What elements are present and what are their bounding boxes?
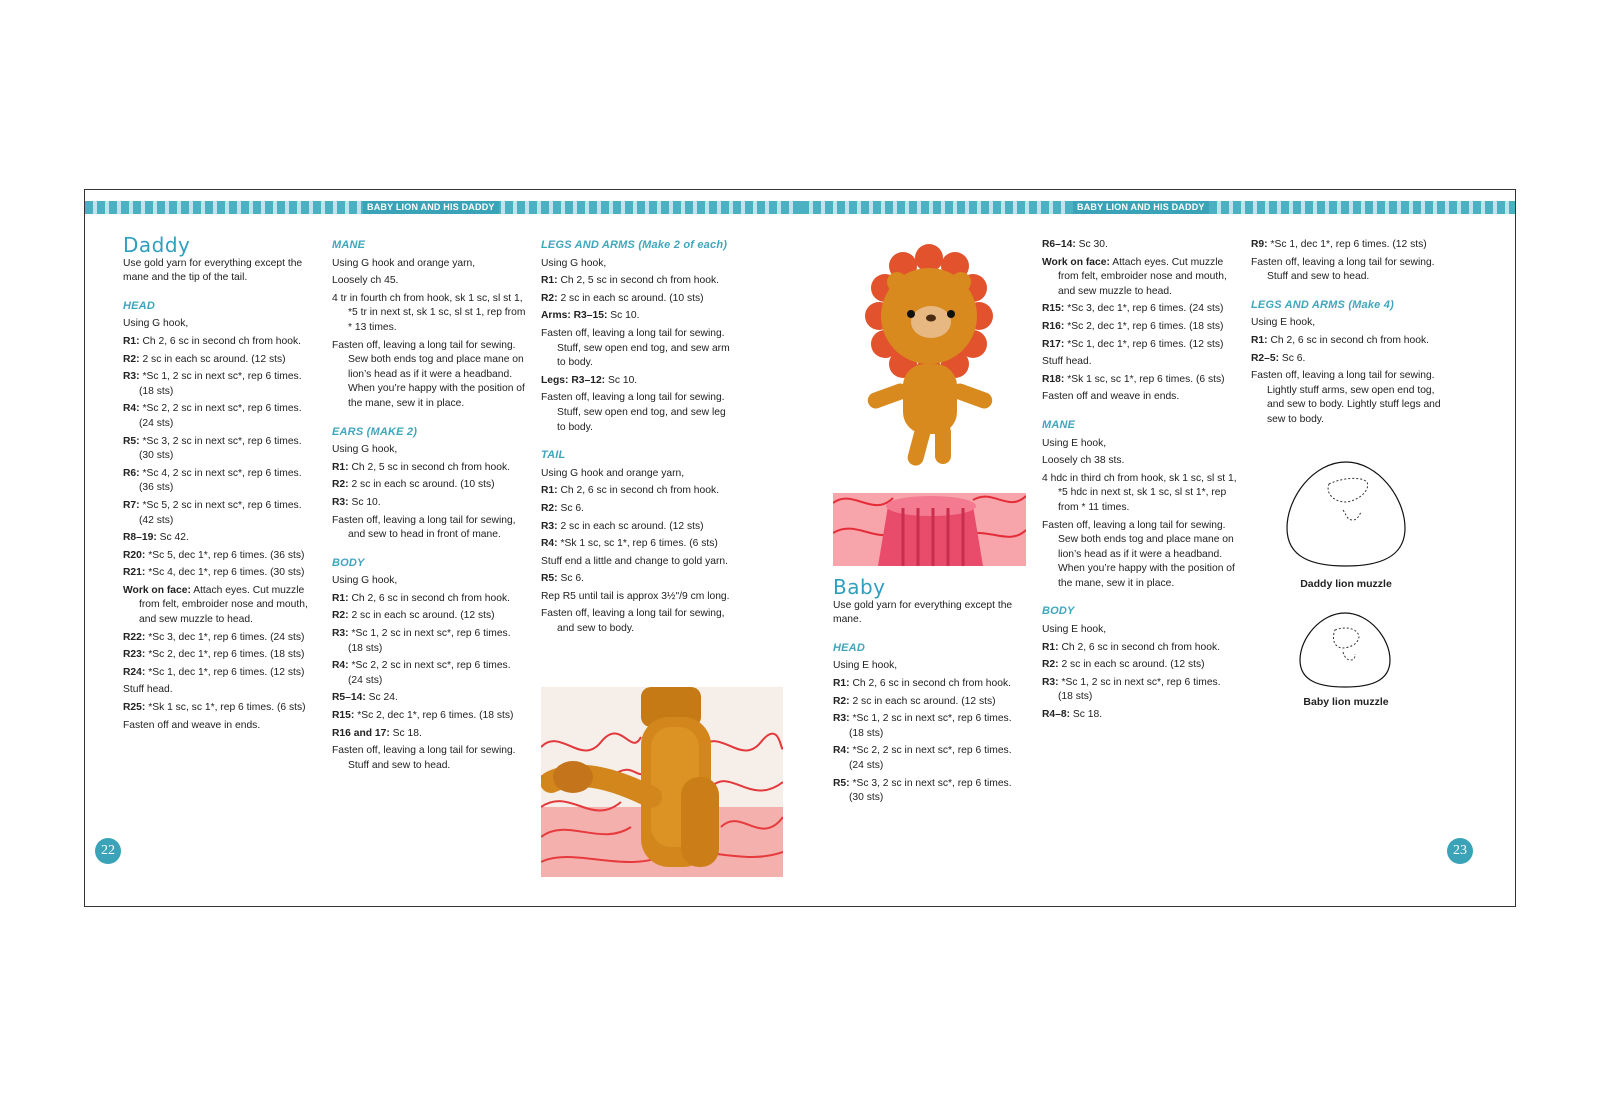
instruction-line — [541, 537, 737, 552]
instruction-line — [332, 478, 527, 493]
instruction-line — [1251, 334, 1451, 349]
book-spread — [84, 189, 1516, 907]
row-text: *Sc 2, 2 sc in next sc*, rep 6 times. (24 sts) — [348, 660, 511, 686]
running-header-left: BABY LION AND HIS DADDY — [363, 201, 499, 214]
baby-body-list-b — [1251, 238, 1451, 285]
instruction-line — [123, 549, 315, 564]
row-label: R3: — [541, 520, 558, 532]
row-label: R25: — [123, 702, 146, 714]
row-text: *Sc 3, 2 sc in next sc*, rep 6 times. (30 sts) — [139, 435, 302, 462]
row-text: 4 tr in fourth ch from hook, sk 1 sc, sl st 1, *5 tr in next st, sk 1 sc, sl st 1, rep from * 13 times. — [332, 292, 526, 333]
row-text: Sc 42. — [156, 532, 189, 544]
row-text: *Sc 2, dec 1*, rep 6 times. (18 sts) — [1064, 320, 1224, 332]
heading-baby-head: HEAD — [833, 641, 865, 654]
instruction-line — [1251, 256, 1451, 285]
row-text: Using E hook, — [1042, 624, 1107, 636]
row-text: *Sc 4, dec 1*, rep 6 times. (30 sts) — [145, 567, 305, 579]
row-text: *Sc 1, 2 sc in next sc*, rep 6 times. (18 sts) — [1058, 676, 1221, 703]
row-text: Sc 24. — [365, 692, 398, 704]
instruction-line — [332, 727, 527, 742]
row-text: Fasten off and weave in ends. — [1042, 391, 1180, 403]
instruction-line — [833, 677, 1028, 692]
row-label: R2: — [541, 502, 558, 514]
row-text: Fasten off, leaving a long tail for sewing. Stuff, sew open end tog, and sew leg to body. — [541, 392, 726, 433]
daddy-body-list — [332, 574, 527, 773]
heading-baby-mane: MANE — [1042, 418, 1076, 431]
row-text: Fasten off, leaving a long tail for sewing. Stuff and sew to head. — [1251, 256, 1435, 283]
row-text: Ch 2, 6 sc in second ch from hook. — [849, 677, 1011, 689]
instruction-line — [332, 574, 527, 589]
instruction-line — [123, 317, 315, 332]
column-baby-head — [833, 575, 1028, 809]
row-label: Work on face: — [123, 584, 191, 596]
row-label: R1: — [1251, 334, 1268, 346]
row-text: *Sc 3, 2 sc in next sc*, rep 6 times. (30 sts) — [849, 777, 1012, 804]
daddy-ears-list — [332, 443, 527, 543]
instruction-line — [332, 257, 527, 272]
daddy-mane-list — [332, 257, 527, 412]
row-text: 2 sc in each sc around. (10 sts) — [557, 292, 704, 304]
row-text: Ch 2, 6 sc in second ch from hook. — [1058, 641, 1220, 653]
row-text: Ch 2, 5 sc in second ch from hook. — [557, 275, 719, 287]
row-text: *Sc 2, 2 sc in next sc*, rep 6 times. (24 sts) — [139, 403, 302, 429]
row-text: Ch 2, 6 sc in second ch from hook. — [557, 485, 719, 497]
row-label: R2: — [332, 479, 349, 491]
row-label: R2: — [1042, 659, 1059, 671]
row-text: Using G hook, — [332, 575, 398, 587]
row-label: R1: — [332, 461, 349, 473]
row-text: 2 sc in each sc around. (10 sts) — [348, 479, 495, 491]
row-text: 2 sc in each sc around. (12 sts) — [348, 610, 495, 622]
instruction-line — [123, 370, 315, 399]
heading-daddy-ears: EARS (MAKE 2) — [332, 425, 418, 438]
baby-head-list-a — [833, 659, 1028, 805]
instruction-line — [123, 402, 315, 431]
instruction-line — [1042, 338, 1237, 353]
row-label: R5: — [123, 435, 140, 447]
heading-baby-legs: LEGS AND ARMS (Make 4) — [1251, 298, 1394, 311]
row-text: *Sc 1, 2 sc in next sc*, rep 6 times. (18 sts) — [348, 628, 511, 654]
instruction-line — [1042, 658, 1237, 673]
row-label: R6–14: — [1042, 239, 1076, 250]
baby-lion-illustration — [833, 238, 1026, 566]
row-text: *Sc 1, 2 sc in next sc*, rep 6 times. (18 sts) — [139, 371, 302, 397]
row-text: Stuff head. — [1042, 356, 1092, 368]
row-text: Using G hook, — [541, 257, 607, 269]
row-text: *Sc 3, dec 1*, rep 6 times. (24 sts) — [145, 631, 305, 643]
row-label: R7: — [123, 499, 140, 511]
instruction-line — [123, 584, 315, 628]
row-text: *Sc 2, dec 1*, rep 6 times. (18 sts) — [145, 649, 305, 661]
instruction-line — [1042, 256, 1237, 300]
row-text: *Sc 2, 2 sc in next sc*, rep 6 times. (24 sts) — [849, 745, 1012, 771]
instruction-line — [123, 467, 315, 496]
instruction-line — [1042, 373, 1237, 388]
baby-intro: Use gold yarn for everything except the mane. — [833, 599, 1013, 626]
row-text: Fasten off, leaving a long tail for sewing, and sew to head in front of mane. — [332, 514, 516, 541]
column-daddy-legs — [541, 238, 737, 640]
row-label: R2: — [833, 695, 850, 707]
instruction-line — [541, 572, 737, 587]
row-text: *Sc 5, dec 1*, rep 6 times. (36 sts) — [145, 549, 305, 561]
instruction-line — [541, 467, 737, 482]
row-label: R3: — [1042, 676, 1059, 688]
instruction-line — [332, 274, 527, 289]
row-label: R1: — [833, 677, 850, 689]
row-text: Using G hook, — [332, 444, 398, 456]
instruction-line — [123, 631, 315, 646]
row-text: 4 hdc in third ch from hook, sk 1 sc, sl st 1, *5 hdc in next st, sk 1 sc, sl st 1*, rep from * 11 times. — [1042, 472, 1237, 513]
instruction-line — [123, 335, 315, 350]
row-label: Legs: R3–12: — [541, 374, 606, 386]
row-label: R4: — [123, 403, 140, 415]
row-text: *Sc 3, dec 1*, rep 6 times. (24 sts) — [1064, 303, 1224, 315]
instruction-line — [123, 531, 315, 546]
instruction-line — [332, 691, 527, 706]
row-text: *Sc 4, 2 sc in next sc*, rep 6 times. (36 sts) — [139, 467, 302, 494]
instruction-line — [833, 659, 1028, 674]
row-text: 2 sc in each sc around. (12 sts) — [557, 520, 704, 532]
instruction-line — [833, 712, 1028, 741]
row-text: Stuff head. — [123, 684, 173, 696]
instruction-line — [541, 607, 737, 636]
row-label: R16: — [1042, 320, 1065, 332]
instruction-line — [1042, 437, 1237, 452]
daddy-muzzle-caption: Daddy lion muzzle — [1300, 578, 1392, 590]
row-text: Using G hook and orange yarn, — [332, 257, 476, 269]
instruction-line — [332, 709, 527, 724]
heading-daddy-head: HEAD — [123, 299, 155, 312]
row-label: R4–8: — [1042, 709, 1071, 721]
row-text: Ch 2, 6 sc in second ch from hook. — [348, 592, 510, 604]
row-text: *Sc 2, dec 1*, rep 6 times. (18 sts) — [354, 710, 514, 722]
row-label: R24: — [123, 666, 146, 678]
section-title-baby: Baby — [833, 575, 886, 599]
row-label: R1: — [541, 275, 558, 287]
row-label: R8–19: — [123, 532, 157, 544]
baby-mane-list — [1042, 437, 1237, 592]
instruction-line — [541, 309, 737, 324]
row-text: Fasten off, leaving a long tail for sewing. Lightly stuff arms, sew open end tog, and sew to body. Lightly stuff legs and sew to body. — [1251, 370, 1441, 425]
row-label: R18: — [1042, 373, 1065, 385]
baby-legs-list — [1251, 316, 1451, 427]
row-text: Rep R5 until tail is approx 3½"/9 cm long. — [541, 590, 730, 602]
column-baby-head-cont — [1042, 238, 1237, 726]
instruction-line — [123, 499, 315, 528]
column-daddy-head — [123, 233, 315, 736]
row-text: Sc 10. — [605, 374, 638, 386]
row-label: R1: — [1042, 641, 1059, 653]
instruction-line — [1042, 390, 1237, 405]
instruction-line — [332, 292, 527, 336]
row-text: Stuff end a little and change to gold yarn. — [541, 555, 729, 567]
heading-daddy-body: BODY — [332, 556, 365, 569]
instruction-line — [123, 666, 315, 681]
row-text: Ch 2, 6 sc in second ch from hook. — [1267, 334, 1429, 346]
row-label: R3: — [332, 628, 349, 640]
row-label: R20: — [123, 549, 146, 561]
row-text: Fasten off, leaving a long tail for sewing. Sew both ends tog and place mane on lion’s head as if it were a headband. When you’re happy with the position of the mane, sew it in place. — [1042, 519, 1235, 589]
row-text: Using E hook, — [1251, 317, 1316, 329]
daddy-legs-list — [541, 257, 737, 436]
row-label: R2: — [123, 353, 140, 365]
instruction-line — [1042, 302, 1237, 317]
row-label: R5: — [541, 573, 558, 585]
row-text: Ch 2, 6 sc in second ch from hook. — [139, 335, 301, 347]
row-text: Using G hook, — [123, 318, 189, 330]
instruction-line — [332, 461, 527, 476]
instruction-line — [541, 502, 737, 517]
row-label: R4: — [541, 538, 558, 550]
row-text: Using E hook, — [1042, 437, 1107, 449]
row-text: *Sk 1 sc, sc 1*, rep 6 times. (6 sts) — [1064, 373, 1225, 385]
instruction-line — [332, 514, 527, 543]
page-number-right: 23 — [1447, 838, 1473, 864]
instruction-line — [123, 648, 315, 663]
instruction-line — [833, 777, 1028, 806]
row-text: Ch 2, 5 sc in second ch from hook. — [348, 461, 510, 473]
row-label: R16 and 17: — [332, 727, 390, 739]
row-text: Attach eyes. Cut muzzle from felt, embroider nose and mouth, and sew muzzle to head. — [139, 584, 308, 626]
daddy-tail-list — [541, 467, 737, 637]
row-text: Using G hook and orange yarn, — [541, 467, 685, 479]
row-label: R3: — [123, 371, 140, 383]
instruction-line — [541, 274, 737, 289]
row-label: R21: — [123, 567, 146, 579]
row-text: Attach eyes. Cut muzzle from felt, embroider nose and mouth, and sew muzzle to head. — [1058, 256, 1227, 297]
instruction-line — [1251, 316, 1451, 331]
row-label: R4: — [332, 660, 349, 672]
row-text: *Sc 1, dec 1*, rep 6 times. (12 sts) — [1064, 338, 1224, 350]
baby-muzzle-template — [1297, 610, 1393, 690]
daddy-lion-illustration — [541, 687, 783, 877]
row-text: 2 sc in each sc around. (12 sts) — [849, 695, 996, 707]
row-text: Fasten off, leaving a long tail for sewing. Stuff and sew to head. — [332, 745, 516, 771]
row-text: Sc 18. — [1070, 709, 1103, 721]
column-daddy-mane — [332, 238, 527, 776]
daddy-lion-photo — [541, 687, 783, 877]
row-text: Loosely ch 45. — [332, 275, 399, 287]
row-label: Arms: R3–15: — [541, 310, 608, 322]
instruction-line — [1042, 238, 1237, 253]
row-text: *Sk 1 sc, sc 1*, rep 6 times. (6 sts) — [557, 538, 718, 550]
instruction-line — [123, 683, 315, 698]
row-text: Using E hook, — [833, 660, 898, 672]
instruction-line — [1042, 454, 1237, 469]
row-label: R1: — [541, 485, 558, 497]
row-label: R17: — [1042, 338, 1065, 350]
row-label: R3: — [833, 713, 850, 725]
baby-head-list-b — [1042, 238, 1237, 405]
row-label: R4: — [833, 745, 850, 757]
row-label: R2: — [332, 610, 349, 622]
instruction-line — [1042, 519, 1237, 592]
instruction-line — [332, 496, 527, 511]
row-text: *Sc 1, dec 1*, rep 6 times. (12 sts) — [1267, 239, 1427, 250]
row-text: 2 sc in each sc around. (12 sts) — [139, 353, 286, 365]
heading-daddy-legs: LEGS AND ARMS (Make 2 of each) — [541, 239, 728, 251]
row-text: Sc 30. — [1075, 239, 1108, 250]
row-label: R3: — [332, 496, 349, 508]
instruction-line — [541, 327, 737, 371]
instruction-line — [833, 695, 1028, 710]
row-text: Fasten off, leaving a long tail for sewing. Stuff, sew open end tog, and sew arm to body. — [541, 327, 730, 369]
row-text: Sc 6. — [1279, 352, 1306, 364]
row-label: R15: — [332, 710, 355, 722]
row-text: *Sc 1, 2 sc in next sc*, rep 6 times. (18 sts) — [849, 713, 1012, 739]
row-text: Sc 10. — [348, 496, 381, 508]
instruction-line — [332, 659, 527, 688]
row-label: R2: — [541, 292, 558, 304]
row-text: *Sk 1 sc, sc 1*, rep 6 times. (6 sts) — [145, 702, 306, 714]
heading-baby-body: BODY — [1042, 605, 1075, 618]
row-text: 2 sc in each sc around. (12 sts) — [1058, 659, 1205, 671]
instruction-line — [123, 566, 315, 581]
daddy-head-list — [123, 317, 315, 733]
baby-lion-photo — [833, 238, 1026, 566]
instruction-line — [1042, 641, 1237, 656]
running-header-right: BABY LION AND HIS DADDY — [1073, 201, 1209, 214]
section-title-daddy: Daddy — [123, 233, 191, 257]
heading-daddy-mane: MANE — [332, 239, 366, 251]
instruction-line — [541, 257, 737, 272]
row-text: Loosely ch 38 sts. — [1042, 455, 1125, 467]
instruction-line — [1251, 238, 1451, 253]
row-text: Sc 6. — [557, 502, 584, 514]
instruction-line — [541, 555, 737, 570]
row-label: R23: — [123, 649, 146, 661]
row-label: R22: — [123, 631, 146, 643]
instruction-line — [1251, 369, 1451, 427]
instruction-line — [332, 609, 527, 624]
instruction-line — [1042, 708, 1237, 723]
instruction-line — [541, 484, 737, 499]
instruction-line — [332, 443, 527, 458]
row-label: R1: — [123, 335, 140, 347]
row-label: R2–5: — [1251, 352, 1280, 364]
instruction-line — [1042, 472, 1237, 516]
instruction-line — [541, 520, 737, 535]
heading-daddy-tail: TAIL — [541, 449, 566, 462]
instruction-line — [332, 744, 527, 773]
instruction-line — [123, 353, 315, 368]
instruction-line — [332, 592, 527, 607]
row-text: Fasten off and weave in ends. — [123, 719, 261, 731]
instruction-line — [332, 627, 527, 656]
daddy-intro: Use gold yarn for everything except the mane and the tip of the tail. — [123, 257, 303, 284]
row-label: R6: — [123, 467, 140, 479]
instruction-line — [833, 744, 1028, 773]
instruction-line — [1042, 320, 1237, 335]
row-label: R1: — [332, 592, 349, 604]
row-label: R5–14: — [332, 692, 366, 704]
instruction-line — [541, 374, 737, 389]
page-number-left: 22 — [95, 838, 121, 864]
instruction-line — [541, 292, 737, 307]
row-text: Fasten off, leaving a long tail for sewing. Sew both ends tog and place mane on lion’s head as if it were a headband. When you’re happy with the position of the mane, sew it in place. — [332, 339, 525, 409]
column-baby-legs — [1251, 238, 1451, 431]
baby-body-list-a — [1042, 623, 1237, 723]
instruction-line — [1042, 676, 1237, 705]
instruction-line — [332, 339, 527, 412]
row-text: Sc 18. — [389, 727, 422, 739]
instruction-line — [541, 391, 737, 435]
instruction-line — [123, 435, 315, 464]
row-label: Work on face: — [1042, 256, 1110, 268]
instruction-line — [1042, 355, 1237, 370]
instruction-line — [123, 701, 315, 716]
row-text: Sc 6. — [557, 573, 584, 585]
row-text: *Sc 5, 2 sc in next sc*, rep 6 times. (42 sts) — [139, 499, 302, 526]
instruction-line — [1042, 623, 1237, 638]
instruction-line — [1251, 352, 1451, 367]
row-label: R9: — [1251, 239, 1268, 250]
row-text: *Sc 1, dec 1*, rep 6 times. (12 sts) — [145, 666, 305, 678]
row-label: R5: — [833, 777, 850, 789]
instruction-line — [541, 590, 737, 605]
baby-muzzle-caption: Baby lion muzzle — [1303, 696, 1389, 708]
instruction-line — [123, 719, 315, 734]
row-text: Sc 10. — [607, 310, 640, 322]
daddy-muzzle-template — [1283, 458, 1409, 570]
row-label: R15: — [1042, 303, 1065, 315]
row-text: Fasten off, leaving a long tail for sewing, and sew to body. — [541, 608, 725, 635]
